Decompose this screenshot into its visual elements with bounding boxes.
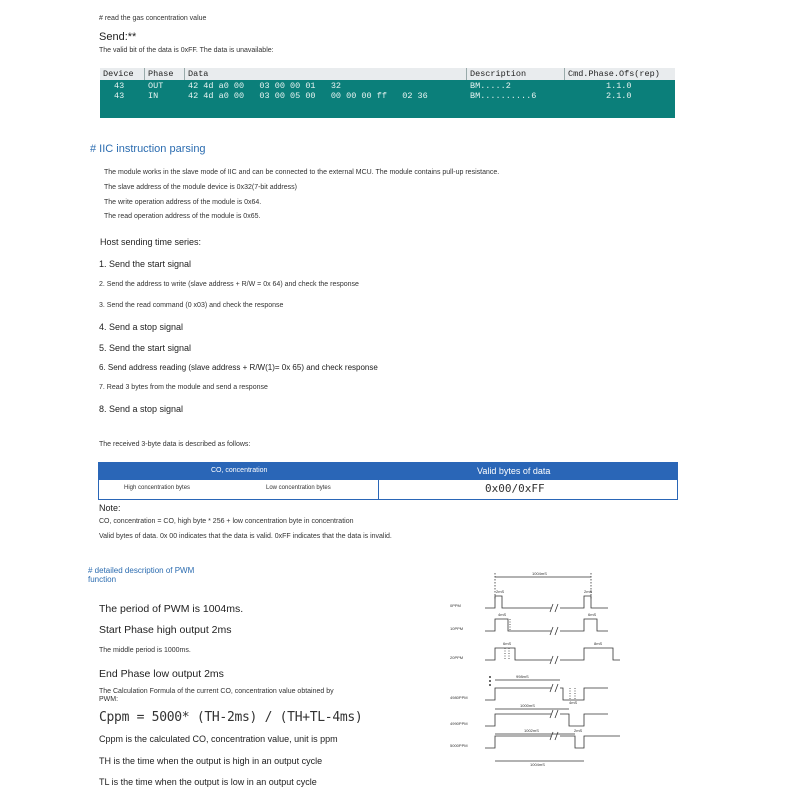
cell-value: 0x00/0xFF xyxy=(485,482,545,495)
pwm-start-phase: Start Phase high output 2ms xyxy=(99,624,232,636)
iic-paragraph: The write operation address of the module is 0x64. xyxy=(104,199,262,206)
row-ofs: 1.1.0 xyxy=(606,81,632,91)
iic-paragraph: The module works in the slave mode of IIC and can be connected to the external MCU. The module contains pull-up resistance. xyxy=(104,169,500,176)
pwm-heading: # detailed description of PWM xyxy=(88,566,195,575)
data-table-header xyxy=(99,463,677,480)
step-item: 4. Send a stop signal xyxy=(99,322,184,332)
pulse-label: 998mS xyxy=(516,674,529,679)
pwm-end-phase: End Phase low output 2ms xyxy=(99,668,224,680)
tl-desc: TL is the time when the output is low in an output cycle xyxy=(99,777,317,787)
note-line: CO, concentration = CO, high byte * 256 + low concentration byte in concentration xyxy=(99,518,354,525)
col-ofs: Cmd.Phase.Ofs(rep) xyxy=(568,69,660,79)
col-description: Description xyxy=(470,69,527,79)
pwm-period: The period of PWM is 1004ms. xyxy=(99,603,244,615)
row-device: 43 xyxy=(114,91,125,101)
cell-high-bytes: High concentration bytes xyxy=(124,485,191,491)
row-phase: OUT xyxy=(148,81,164,91)
step-item: 1. Send the start signal xyxy=(99,259,192,269)
row-description: BM..........6 xyxy=(470,91,537,101)
row-data: 42 4d a0 00 03 00 05 00 00 00 00 ff 02 36 xyxy=(188,91,428,101)
send-label: Send:** xyxy=(99,31,137,43)
gas-comment: # read the gas concentration value xyxy=(99,15,207,22)
pulse-label: 1000mS xyxy=(520,703,535,708)
row-device: 43 xyxy=(114,81,125,91)
pwm-timing-diagram xyxy=(450,570,655,770)
command-table xyxy=(100,68,675,118)
pulse-label: 6mS xyxy=(503,641,512,646)
step-item: 7. Read 3 bytes from the module and send a response xyxy=(99,384,268,391)
step-item: 5. Send the start signal xyxy=(99,343,192,353)
col-phase: Phase xyxy=(148,69,174,79)
row-label-5000ppm: 5000PPM xyxy=(450,743,468,748)
command-table-header xyxy=(100,68,675,80)
row-ofs: 2.1.0 xyxy=(606,91,632,101)
th-desc: TH is the time when the output is high in an output cycle xyxy=(99,756,323,766)
data-description-table xyxy=(98,462,678,500)
iic-paragraph: The read operation address of the module is 0x65. xyxy=(104,213,261,220)
step-item: 6. Send address reading (slave address + R/W(1)= 0x 65) and check response xyxy=(99,363,378,372)
bottom-period-label: 1004mS xyxy=(530,762,545,767)
cppm-desc: Cppm is the calculated CO, concentration value, unit is ppm xyxy=(99,734,338,744)
cell-low-bytes: Low concentration bytes xyxy=(266,485,331,491)
note-line: Valid bytes of data. 0x 00 indicates that the data is valid. 0xFF indicates that the data is invalid. xyxy=(99,533,392,540)
top-period-label: 1004mS xyxy=(532,571,547,576)
right-mark: 2mS xyxy=(574,728,583,733)
pulse-label: 2mS xyxy=(496,589,505,594)
iic-paragraph: The slave address of the module device is 0x32(7-bit address) xyxy=(104,184,297,191)
row-label-20ppm: 20PPM xyxy=(450,655,464,660)
row-description: BM.....2 xyxy=(470,81,511,91)
right-mark: 2mS xyxy=(584,589,593,594)
col-device: Device xyxy=(103,69,134,79)
header-co-concentration: CO, concentration xyxy=(211,467,268,474)
col-data: Data xyxy=(188,69,209,79)
right-mark: 6mS xyxy=(588,612,597,617)
formula: Cppm = 5000* (TH-2ms) / (TH+TL-4ms) xyxy=(99,710,363,725)
note-title: Note: xyxy=(99,503,121,513)
pwm-middle: The middle period is 1000ms. xyxy=(99,647,191,654)
row-phase: IN xyxy=(148,91,159,101)
calc-text-cont: PWM: xyxy=(99,696,119,703)
step-item: 2. Send the address to write (slave address + R/W = 0x 64) and check the response xyxy=(99,281,359,288)
pwm-heading-cont: function xyxy=(88,575,117,584)
valid-bit-text: The valid bit of the data is 0xFF. The data is unavailable: xyxy=(99,47,274,54)
pulse-label: 4mS xyxy=(498,612,507,617)
header-valid-bytes: Valid bytes of data xyxy=(477,466,551,476)
iic-heading: # IIC instruction parsing xyxy=(90,143,206,155)
step-item: 8. Send a stop signal xyxy=(99,404,184,414)
right-mark: 8mS xyxy=(594,641,603,646)
series-title: Host sending time series: xyxy=(100,237,202,247)
row-label-10ppm: 10PPM xyxy=(450,626,464,631)
row-data: 42 4d a0 00 03 00 00 01 32 xyxy=(188,81,342,91)
pulse-label: 1002mS xyxy=(524,728,539,733)
received-text: The received 3-byte data is described as follows: xyxy=(99,441,251,448)
step-item: 3. Send the read command (0 x03) and check the response xyxy=(99,302,284,309)
row-label-4980ppm: 4980PPM xyxy=(450,695,468,700)
calc-text: The Calculation Formula of the current CO, concentration value obtained by xyxy=(99,688,334,695)
row-label-0ppm: 0PPM xyxy=(450,603,461,608)
row-label-4990ppm: 4990PPM xyxy=(450,721,468,726)
right-mark: 4mS xyxy=(569,700,578,705)
